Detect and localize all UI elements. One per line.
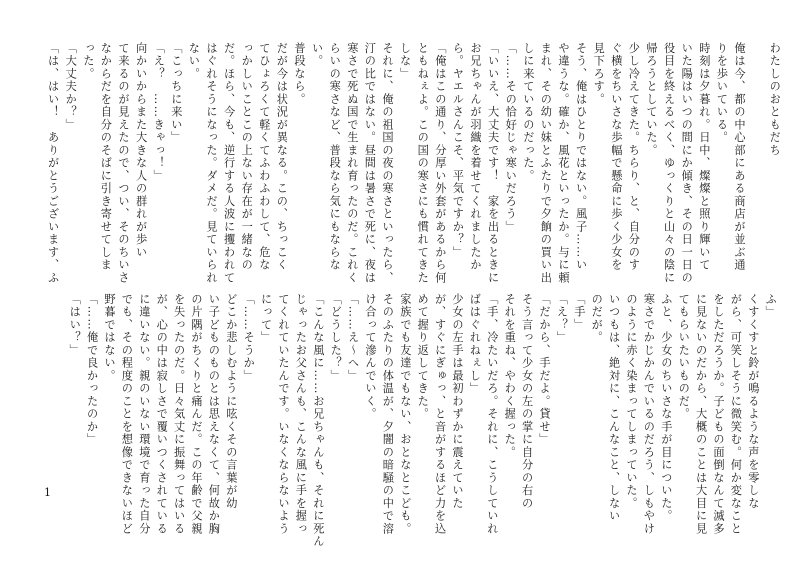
text-column: をしただろうか。子どもの面倒なんて滅多 <box>712 293 725 536</box>
text-column: 「……俺で良かったのか」 <box>85 293 99 446</box>
text-column: 帰ろうとしていた。 <box>645 42 658 157</box>
text-column: 「手」 <box>572 293 586 332</box>
text-column: らいの寒さなど、普段なら気にもならな <box>328 42 342 272</box>
text-column: の片隅がちくりと痛んだ。この年齢で父親 <box>190 293 203 536</box>
text-column: でも、その程度のことを想像できないほど <box>120 293 134 536</box>
text-column: しに来ているのだった。 <box>521 42 535 183</box>
text-column: っかしいことこの上ない存在が一緒なの <box>240 42 254 272</box>
text-column: のように赤く染まってしまっていた。 <box>625 293 638 510</box>
text-column: 「え？」 <box>555 293 569 344</box>
text-column: に見ないのだから、大概のことは大目に見 <box>694 293 708 536</box>
text-column: 野暮ではない。 <box>103 293 116 383</box>
text-column: を失ったのだ。日々気丈に振舞ってはいる <box>172 293 186 536</box>
text-column: 俺は今、都の中心部にある商店が並ぶ通 <box>733 42 746 272</box>
text-column: 「俺はこの通り、分厚い外套があるから何 <box>433 42 447 285</box>
text-column: った。 <box>81 42 95 81</box>
text-column: 少し冷えてきた。ちらり、と、自分のす <box>627 42 641 272</box>
text-column: い子どものものとは思えなくて、何故か胸 <box>207 293 221 536</box>
text-column: 寒さで死ぬ国で生まれ育ったのだ。これく <box>345 42 359 285</box>
text-column: ともねぇよ。この国の寒さにも慣れてきた <box>416 42 430 285</box>
text-column: 向かいからまた大きな人の群れが歩い <box>134 42 148 259</box>
text-column: に違いない。親のいない環境で育った自分 <box>137 293 151 536</box>
text-column: のだが。 <box>590 293 604 344</box>
text-column: お兄ちゃんが羽織を着せてくれましたか <box>469 42 482 272</box>
text-column: がら、可笑しそうに微笑む。何か変なこと <box>729 293 743 536</box>
text-column: 「大丈夫か？」 <box>64 42 78 132</box>
text-column: 家族でも友達でもない、おとなとこども。 <box>398 293 412 536</box>
text-column: 「……その恰好じゃ寒いだろう」 <box>504 42 518 234</box>
text-column: それに、俺の祖国の夜の寒さといったら、 <box>381 42 394 285</box>
text-column: しな」 <box>398 42 412 81</box>
text-column: 見下ろす。 <box>592 42 606 106</box>
text-column: それを重ね、やわく握った。 <box>503 293 517 459</box>
text-column: そう、俺はひとりではない。風子……い <box>574 42 588 272</box>
text-column: 普段なら。 <box>293 42 306 106</box>
text-column: ふと、少女のちいさな手が目についた。 <box>659 293 673 523</box>
text-column: 「だから、手だよ。貸せ」 <box>538 293 551 446</box>
text-column: て来るのが見えたので、つい、そのちいさ <box>117 42 130 285</box>
text-column: ぐ横をちいさな歩幅で懸命に歩く少女を <box>609 42 623 272</box>
text-column: 役目を終えるべく、ゆっくりと山々の陰に <box>662 42 676 285</box>
text-column: が、すぐにぎゅっ、と音がするほど力を込 <box>433 293 447 536</box>
text-column: や違うな。確か、風花といったか。与に頼 <box>557 42 570 285</box>
text-column: てもらいたいものだ。 <box>677 293 691 421</box>
text-column: てくれていたんです。いなくならないよう <box>277 293 290 536</box>
text-column: ふ」 <box>764 293 778 319</box>
text-column: めて握り返してきた。 <box>416 293 430 421</box>
text-column: どこか悲しむように呟くその言葉が幼 <box>224 293 238 510</box>
text-column: ら。ヤエルさんこそ、平気ですか？」 <box>451 42 465 259</box>
text-column: なからだを自分のそばに引き寄せてしま <box>99 42 113 272</box>
text-column: てひょろくて軽くてふわふわして、危な <box>257 42 271 272</box>
text-column: そう言って少女の左の掌に自分の右の <box>520 293 534 510</box>
text-column: そのふたりの体温が、夕闇の暗騒の中で溶 <box>381 293 395 536</box>
page-number: 1 <box>44 486 51 499</box>
text-column: 「どうした？」 <box>329 293 343 383</box>
text-column: はぐれそうになった。ダメだ。見ていられ <box>205 42 218 285</box>
text-column: ない。 <box>187 42 201 81</box>
text-column: だ。ほら、今も、逆行する人波に攫われて <box>222 42 236 285</box>
text-column: 寒さでかじかんでいるのだろう、しもやけ <box>642 293 656 536</box>
text-column: りを歩いている。 <box>715 42 729 144</box>
text-column: いつもは、絶対に、こんなこと、しない <box>607 293 621 523</box>
text-column: 「いいえ、大丈夫です！ 家を出るときに <box>486 42 500 285</box>
text-column: 「こんな風に……お兄ちゃんも、それに死ん <box>311 293 325 548</box>
text-column: いた陽はいつの間にか傾き、その日一日の <box>680 42 694 285</box>
text-column: け合って滲んでいく。 <box>364 293 377 421</box>
text-column: くすくすと鈴が鳴るような声を零しな <box>746 293 760 510</box>
text-column: にって」 <box>259 293 273 344</box>
text-column: 「……そうか」 <box>242 293 256 383</box>
text-column: じゃったお父さんも、こんな風に手を握っ <box>294 293 308 536</box>
text-column: 「え？ ……きゃっ！」 <box>152 42 166 183</box>
text-column: 「は、はい！ ありがとうございます、ふ <box>46 42 60 285</box>
text-column: わたしのおともだち <box>768 42 782 157</box>
text-column: まれ、その幼い妹とふたりで夕餉の買い出 <box>539 42 553 285</box>
text-column: 時刻は夕暮れ。日中、燦燦と照り輝いて <box>697 42 711 272</box>
text-column: 「手、冷たいだろ。それに、こうしていれ <box>485 293 499 536</box>
text-column: 汀の比ではない。昼間は暑さで死に、夜は <box>363 42 377 285</box>
text-column: だが今は状況が異なる。この、ちっこく <box>275 42 289 272</box>
text-column: 「……え～へ」 <box>346 293 360 383</box>
text-column: が、心の中は寂しさで覆いつくされている <box>155 293 169 536</box>
text-column: い。 <box>310 42 324 68</box>
text-column: ばはぐれねぇし」 <box>468 293 482 395</box>
text-column: 少女の左手は最初わずかに震えていた <box>451 293 464 510</box>
text-column: 「はい？」 <box>68 293 82 357</box>
text-column: 「こっちに来い」 <box>169 42 183 144</box>
